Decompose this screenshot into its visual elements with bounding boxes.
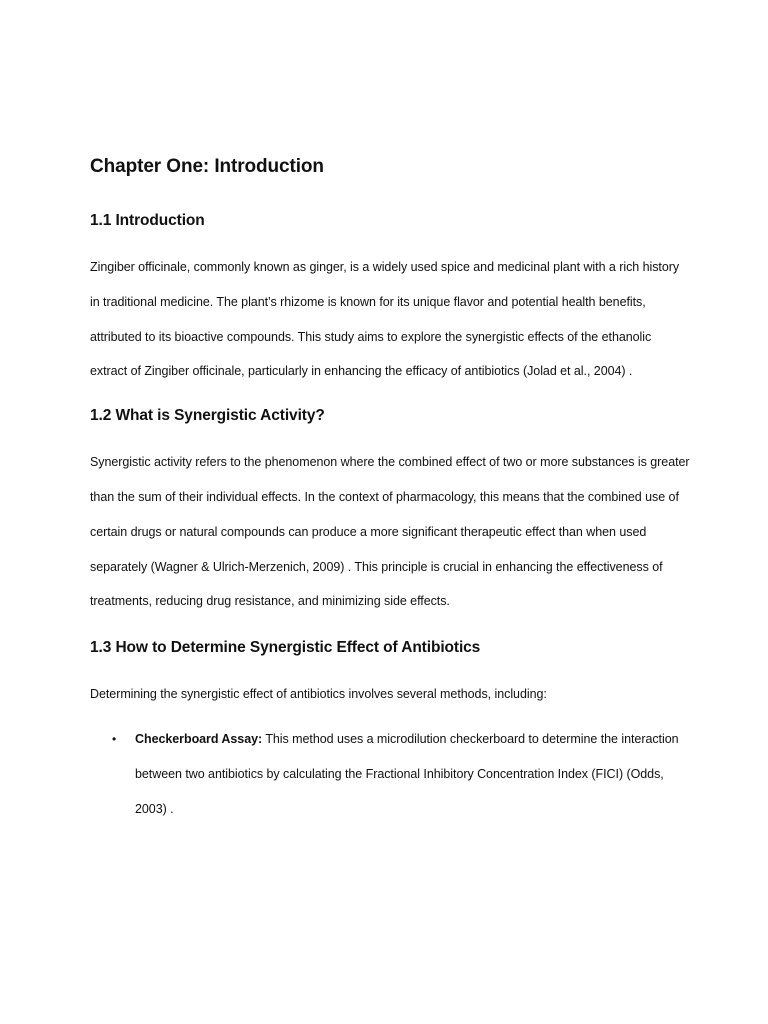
- document-content: [90, 155, 690, 826]
- section-heading-introduction: 1.1 Introduction: [90, 212, 205, 229]
- methods-list: [90, 722, 690, 826]
- section-heading-determine-synergy: 1.3 How to Determine Synergistic Effect of Antibiotics: [90, 639, 481, 657]
- list-item-term: Checkerboard Assay:: [135, 731, 263, 746]
- chapter-title: Chapter One: Introduction: [90, 156, 324, 177]
- section-body-synergistic-activity: Synergistic activity refers to the phenomenon where the combined effect of two or more substances is greater than the sum of their individual effects. In the context of pharmacology, this means that the combined use of certain drugs or natural compounds can produce a more significant therapeutic effect than when used separately (Wagner & Ulrich-Merzenich, 2009) . This principle is crucial in enhancing the effectiveness of treatments, reducing drug resistance, and minimizing side effects.: [90, 455, 690, 609]
- list-item-text: This method uses a microdilution checkerboard to determine the interaction between two antibiotics by calculating the Fractional Inhibitory Concentration Index (FICI) (Odds, 2003) .: [135, 731, 679, 816]
- section-body-introduction: Zingiber officinale, commonly known as ginger, is a widely used spice and medicinal plant with a rich history in traditional medicine. The plant’s rhizome is known for its unique flavor and potential health benefits, attributed to its bioactive compounds. This study aims to explore the synergistic effects of the ethanolic extract of Zingiber officinale, particularly in enhancing the efficacy of antibiotics (Jolad et al., 2004) .: [90, 260, 680, 379]
- section-heading-synergistic-activity: 1.2 What is Synergistic Activity?: [90, 407, 325, 425]
- list-item: [90, 722, 690, 826]
- bullet-icon: •: [112, 731, 117, 746]
- section-body-determine-synergy: Determining the synergistic effect of antibiotics involves several methods, including:: [90, 687, 547, 702]
